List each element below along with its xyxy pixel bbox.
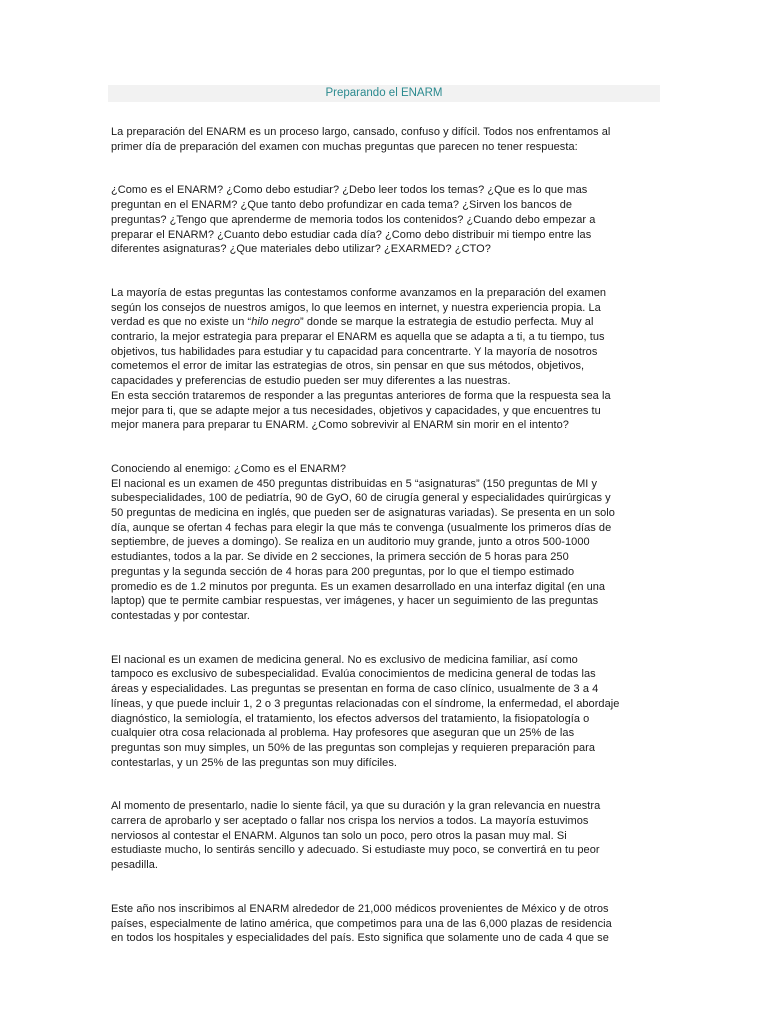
paragraph-general — [111, 653, 659, 771]
text-line: nerviosos al contestar el ENARM. Algunos tan solo un poco, pero otros la pasan muy mal. Si — [111, 829, 567, 842]
text-line: septiembre, de jueves a domingo). Se realiza en un auditorio muy grande, junto a otros 500-1000 — [111, 536, 590, 549]
text-line: en todos los hospitales y especialidades del país. Esto significa que solamente uno de cada 4 que se — [111, 932, 609, 945]
document-title: Preparando el ENARM — [108, 85, 660, 102]
text-line: En esta sección trataremos de responder a las preguntas anteriores de forma que la respuesta sea la — [111, 389, 611, 402]
text-line: preguntas y la segunda sección de 4 horas para 200 preguntas, por lo que el tiempo estimado — [111, 565, 575, 578]
text-line: mejor para ti, que se adapte mejor a tus necesidades, objetivos y capacidades, y que encuentres tu — [111, 404, 601, 417]
text-line: según los consejos de nuestros amigos, lo que leemos en internet, y nuestra experiencia propia. La — [111, 301, 601, 314]
text-line: diferentes asignaturas? ¿Que materiales debo utilizar? ¿EXARMED? ¿CTO? — [111, 243, 491, 256]
section-heading: Conociendo al enemigo: ¿Como es el ENARM? — [111, 462, 346, 475]
text-line: mejor manera para preparar tu ENARM. ¿Como sobrevivir al ENARM sin morir en el intento? — [111, 419, 569, 432]
text-line: estudiantes, todos a la par. Se divide en 2 secciones, la primera sección de 5 horas para 250 — [111, 551, 569, 564]
text-line: cometemos el error de imitar las estrategias de otros, sin pensar en que sus métodos, objetivos, — [111, 360, 585, 373]
text-line: preguntan en el ENARM? ¿Que tanto debo profundizar en cada tema? ¿Sirven los bancos de — [111, 199, 573, 212]
text-fragment: ” donde se marque la estrategia de estudio perfecta. Muy al — [300, 316, 594, 329]
text-line: 50 preguntas de medicina en inglés, que pueden ser de asignaturas variadas). Se presenta en un solo — [111, 507, 615, 520]
text-line: objetivos, tus habilidades para estudiar y tu capacidad para concentrarte. Y la mayoría de nosotros — [111, 345, 598, 358]
text-line: La preparación del ENARM es un proceso largo, cansado, confuso y difícil. Todos nos enfrentamos al — [111, 126, 611, 138]
text-line: contrario, la mejor estrategia para preparar el ENARM es aquella que se adapta a ti, a tu tiempo, tus — [111, 331, 605, 344]
text-line: países, especialmente de latino américa, que competimos para una de las 6,000 plazas de residencia — [111, 917, 612, 930]
text-line: Este año nos inscribimos al ENARM alrededor de 21,000 médicos provenientes de México y de otros — [111, 902, 609, 915]
text-line: preguntas son muy simples, un 50% de las preguntas son complejas y requieren preparación para — [111, 741, 596, 754]
text-line: áreas y especialidades. Las preguntas se presentan en forma de caso clínico, usualmente de 3 a 4 — [111, 683, 599, 696]
text-fragment: verdad es que no existe un “ — [111, 316, 252, 329]
text-line: laptop) que te permite cambiar respuestas, ver imágenes, y hacer un seguimiento de las preguntas — [111, 595, 599, 608]
text-line: subespecialidades, 100 de pediatría, 90 de GyO, 60 de cirugía general y especialidades quirúrgicas y — [111, 492, 611, 505]
paragraph-enemy — [111, 462, 659, 624]
paragraph-strategy — [111, 286, 659, 433]
text-line: preguntas? ¿Tengo que aprenderme de memoria todos los contenidos? ¿Cuando debo empezar a — [111, 213, 596, 226]
text-line: La mayoría de estas preguntas las contestamos conforme avanzamos en la preparación del examen — [111, 286, 607, 299]
paragraph-enrollment — [111, 902, 659, 946]
text-line: pesadilla. — [111, 859, 158, 872]
text-line: capacidades y preferencias de estudio pueden ser muy diferentes a las nuestras. — [111, 375, 511, 388]
text-line: líneas, y que puede incluir 1, 2 o 3 preguntas relacionadas con el síndrome, la enfermedad, el abordaje — [111, 697, 620, 710]
text-line: contestadas y por contestar. — [111, 609, 250, 622]
text-line: primer día de preparación del examen con muchas preguntas que parecen no tener respuesta: — [111, 140, 578, 153]
text-line: preparar el ENARM? ¿Cuanto debo estudiar cada día? ¿Como debo distribuir mi tiempo entre las — [111, 228, 592, 241]
paragraph-intro — [111, 125, 659, 154]
text-line-with-italic — [111, 315, 659, 330]
text-line: El nacional es un examen de 450 preguntas distribuidas en 5 “asignaturas” (150 preguntas de MI y — [111, 477, 598, 490]
text-line: tampoco es exclusivo de subespecialidad. Evalúa conocimientos de medicina general de todas las — [111, 668, 596, 681]
text-line: diagnóstico, la semiología, el tratamiento, los efectos adversos del tratamiento, la fisiopatología o — [111, 712, 590, 725]
italic-term: hilo negro — [251, 316, 301, 329]
paragraph-feeling — [111, 799, 659, 873]
text-line: cualquier otra cosa relacionada al problema. Hay profesores que aseguran que un 25% de las — [111, 727, 575, 740]
text-line: promedio es de 1.2 minutos por pregunta. Es un examen desarrollado en una interfaz digital (en una — [111, 580, 606, 593]
text-line: Al momento de presentarlo, nadie lo siente fácil, ya que su duración y la gran relevancia en nuestra — [111, 800, 601, 813]
document-body — [111, 125, 659, 946]
text-line: contestarlas, y un 25% de las preguntas son muy difíciles. — [111, 756, 397, 769]
paragraph-questions — [111, 183, 659, 257]
text-line: carrera de aprobarlo y ser aceptado o fallar nos crispa los nervios a todos. La mayoría estuvimos — [111, 815, 589, 828]
text-line: El nacional es un examen de medicina general. No es exclusivo de medicina familiar, así como — [111, 653, 578, 666]
text-line: estudiaste mucho, lo sentirás sencillo y adecuado. Si estudiaste muy poco, se convertirá en tu peor — [111, 844, 600, 857]
text-line: ¿Como es el ENARM? ¿Como debo estudiar? ¿Debo leer todos los temas? ¿Que es lo que mas — [111, 184, 588, 197]
text-line: día, aunque se ofertan 4 fechas para elegir la que más te convenga (usualmente los primeros días de — [111, 521, 612, 534]
